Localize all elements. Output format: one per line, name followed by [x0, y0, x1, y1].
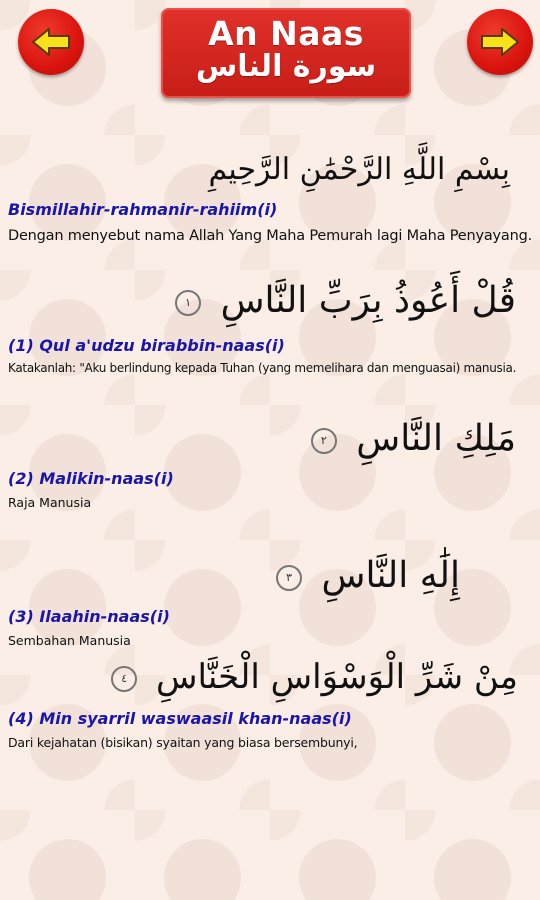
basmala-translation: Dengan menyebut nama Allah Yang Maha Pemurah lagi Maha Penyayang. — [8, 228, 532, 244]
ayah-number-icon: ١ — [175, 290, 201, 316]
surah-title-arabic: سورة الناس — [195, 49, 377, 84]
verse-arabic — [175, 280, 516, 321]
verse-arabic-text: إِلَٰهِ النَّاسِ — [321, 555, 460, 596]
verse-arabic — [276, 555, 460, 596]
verse-latin: (3) Ilaahin-naas(i) — [8, 607, 170, 626]
verse-arabic — [311, 418, 516, 459]
header — [0, 0, 540, 110]
basmala-arabic: بِسْمِ اللَّهِ الرَّحْمَٰنِ الرَّحِيمِ — [208, 152, 510, 187]
verse-latin: (2) Malikin-naas(i) — [8, 469, 174, 488]
ayah-number-icon: ٢ — [311, 428, 337, 454]
verse-arabic-text: مِنْ شَرِّ الْوَسْوَاسِ الْخَنَّاسِ — [155, 657, 518, 697]
ayah-number-icon: ٣ — [276, 565, 302, 591]
verse-arabic-text: مَلِكِ النَّاسِ — [356, 418, 516, 459]
surah-title-latin: An Naas — [208, 14, 364, 53]
arrow-right-icon — [480, 27, 520, 57]
verse-translation: Raja Manusia — [8, 495, 92, 510]
previous-surah-button[interactable] — [18, 9, 84, 75]
arrow-left-icon — [31, 27, 71, 57]
ayah-number-icon: ٤ — [111, 666, 137, 692]
verse-arabic — [111, 657, 518, 697]
verse-translation: Dari kejahatan (bisikan) syaitan yang biasa bersembunyi, — [8, 735, 358, 750]
verse-arabic-text: قُلْ أَعُوذُ بِرَبِّ النَّاسِ — [220, 280, 516, 321]
verse-translation: Sembahan Manusia — [8, 633, 131, 648]
verse-latin: (4) Min syarril waswaasil khan-naas(i) — [8, 709, 352, 728]
basmala-latin: Bismillahir-rahmanir-rahiim(i) — [8, 200, 278, 219]
next-surah-button[interactable] — [467, 9, 533, 75]
verse-latin: (1) Qul a'udzu birabbin-naas(i) — [8, 336, 285, 355]
surah-title-box — [161, 8, 411, 98]
verse-translation: Katakanlah: "Aku berlindung kepada Tuhan (yang memelihara dan menguasai) manusia. — [8, 361, 517, 375]
